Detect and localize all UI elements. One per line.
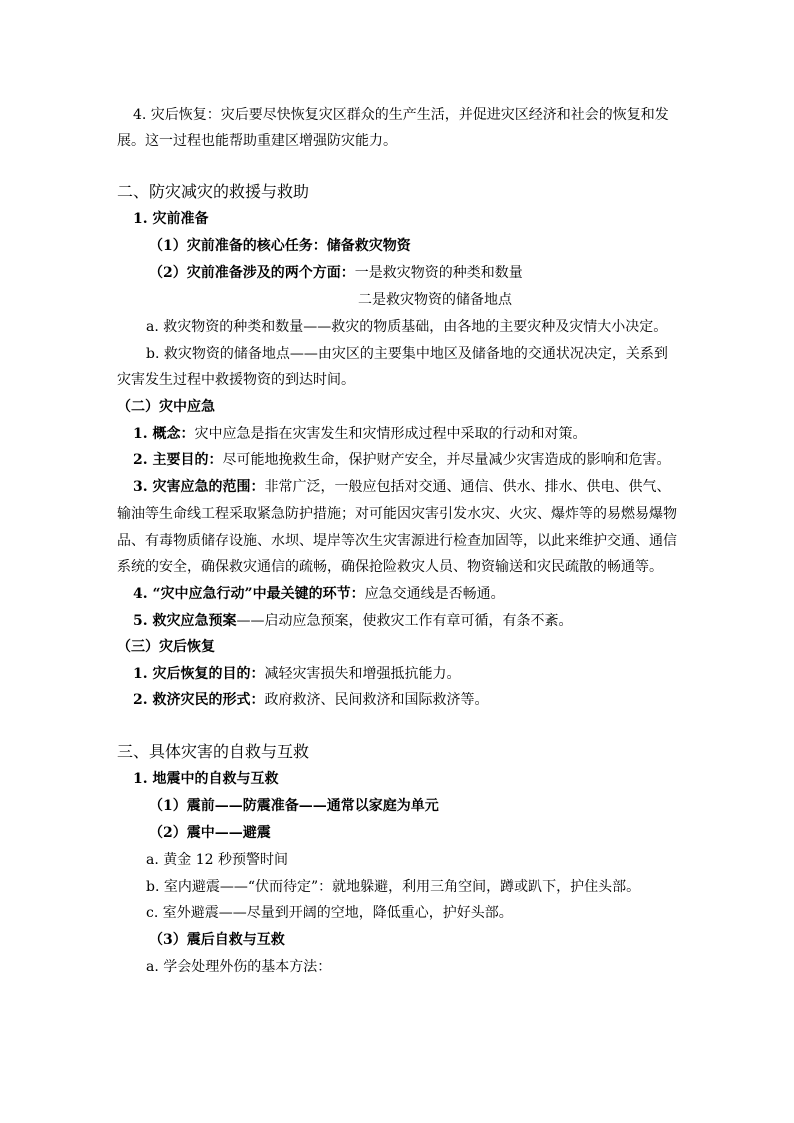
- paragraph-line: [133, 611, 573, 631]
- item-heading: （2）震中——避震: [149, 825, 271, 841]
- paragraph-line: a. 救灾物资的种类和数量——救灾的物质基础，由各地的主要灾种及灾情大小决定。: [146, 319, 668, 335]
- item-heading: 2. 救济灾民的形式：: [133, 692, 265, 708]
- item-heading: 1. 概念：: [133, 426, 195, 442]
- item-text: 政府救济、民间救济和国际救济等。: [264, 692, 489, 708]
- paragraph-line: 二是救灾物资的储备地点: [358, 292, 512, 308]
- paragraph-line: b. 救灾物资的储备地点——由灾区的主要集中地区及储备地的交通状况决定，关系到: [146, 346, 668, 362]
- paragraph-line: 品、有毒物质储存设施、水坝、堤岸等次生灾害源进行检查加固等，以此来维护交通、通信: [117, 533, 677, 549]
- paragraph-line: 系统的安全，确保救灾通信的疏畅，确保抢险救灾人员、物资输送和灾民疏散的畅通等。: [117, 559, 663, 575]
- paragraph-line: [133, 664, 461, 684]
- item-heading: （3）震后自救与互救: [149, 932, 285, 948]
- item-text: 灾中应急是指在灾害发生和灾情形成过程中采取的行动和对策。: [194, 426, 587, 442]
- subsection-heading: 1. 灾前准备: [133, 211, 209, 227]
- paragraph-line: a. 学会处理外伤的基本方法：: [146, 959, 332, 975]
- paragraph-line: [133, 584, 505, 604]
- item-heading: （1）震前——防震准备——通常以家庭为单元: [149, 798, 439, 814]
- item-heading: （1）灾前准备的核心任务：储备救灾物资: [149, 238, 411, 254]
- item-heading: 1. 灾后恢复的目的：: [133, 666, 265, 682]
- item-text: 一是救灾物资的种类和数量: [354, 265, 523, 281]
- paragraph-line: b. 室内避震——“伏而待定”：就地躲避，利用三角空间，蹲或趴下，护住头部。: [146, 879, 641, 895]
- paragraph-line: [133, 477, 671, 497]
- item-text: 非常广泛，一般应包括对交通、通信、供水、排水、供电、供气、: [264, 479, 671, 495]
- paragraph-line: 灾害发生过程中救援物资的到达时间。: [117, 372, 355, 388]
- paragraph-line: c. 室外避震——尽量到开阔的空地，降低重心，护好头部。: [146, 905, 513, 921]
- item-heading: （2）灾前准备涉及的两个方面：: [149, 265, 355, 281]
- item-heading: 2. 主要目的：: [133, 452, 223, 468]
- item-text: ——启动应急预案，使救灾工作有章可循，有条不紊。: [236, 613, 573, 629]
- item-heading: 3. 灾害应急的范围：: [133, 479, 265, 495]
- item-text: 减轻灾害损失和增强抵抗能力。: [264, 666, 461, 682]
- item-heading: 5. 救灾应急预案: [133, 613, 237, 629]
- subsection-heading: 1. 地震中的自救与互救: [133, 771, 279, 787]
- item-text: 应急交通线是否畅通。: [364, 586, 505, 602]
- paragraph-line: 4. 灾后恢复：灾后要尽快恢复灾区群众的生产生活，并促进灾区经济和社会的恢复和发: [133, 107, 669, 123]
- paragraph-line: 展。这一过程也能帮助重建区增强防灾能力。: [117, 133, 397, 149]
- item-text: 尽可能地挽救生命，保护财产安全，并尽量减少灾害造成的影响和危害。: [222, 452, 671, 468]
- item-heading: 4. “灾中应急行动”中最关键的环节：: [133, 586, 365, 602]
- paragraph-line: [133, 424, 587, 444]
- paragraph-line: [133, 450, 671, 470]
- subsection-heading: （三）灾后恢复: [117, 639, 215, 655]
- paragraph-line: [149, 263, 523, 283]
- subsection-heading: （二）灾中应急: [117, 399, 215, 415]
- paragraph-line: [133, 690, 489, 710]
- section-heading: 三、具体灾害的自救与互救: [117, 742, 310, 761]
- paragraph-line: a. 黄金 12 秒预警时间: [146, 852, 288, 868]
- section-heading: 二、防灾减灾的救援与救助: [117, 182, 310, 201]
- paragraph-line: 输油等生命线工程采取紧急防护措施；对可能因灾害引发水灾、火灾、爆炸等的易燃易爆物: [117, 506, 677, 522]
